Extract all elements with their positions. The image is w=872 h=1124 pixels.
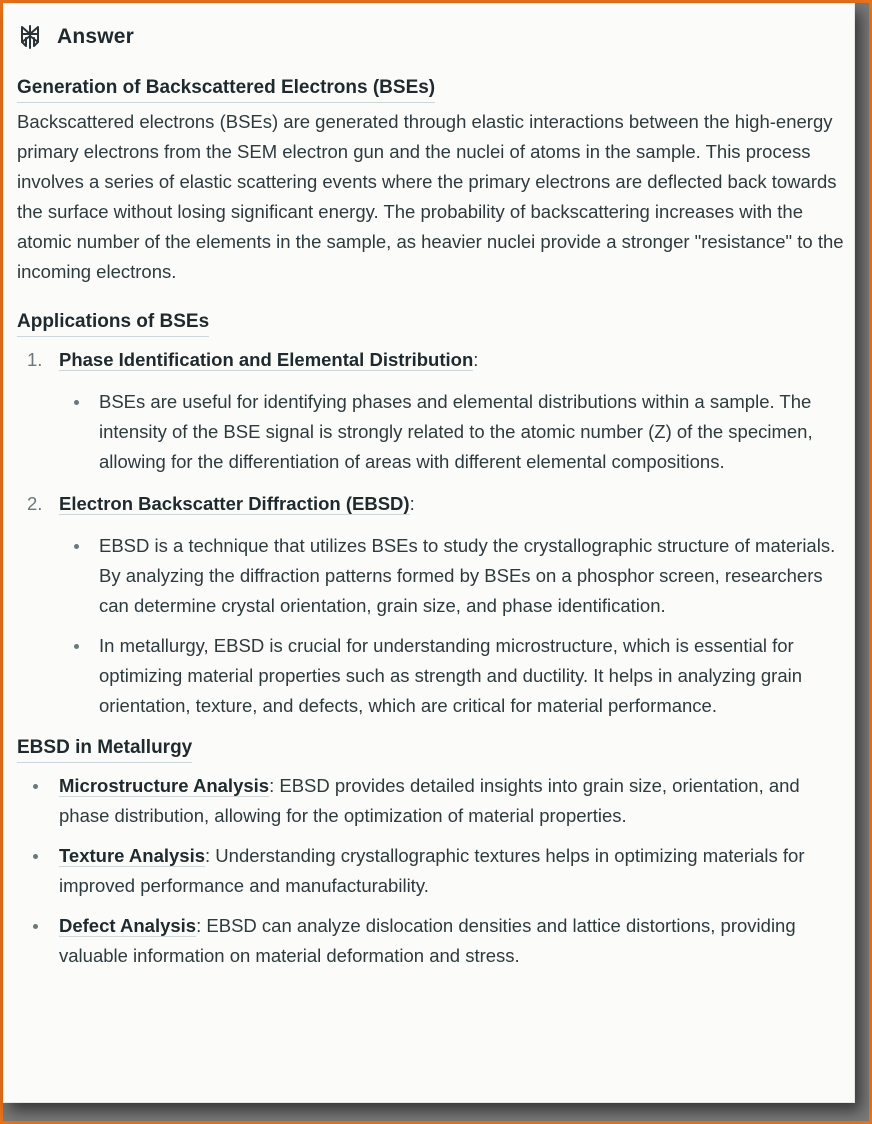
answer-header bbox=[17, 21, 134, 53]
bullet-item: In metallurgy, EBSD is crucial for understanding microstructure, which is essential for optimizing material properties such as strength and ductility. It helps in analyzing grain orientation, texture, and defects, which are critical for material performance. bbox=[59, 631, 847, 721]
answer-panel bbox=[3, 3, 855, 1103]
bullet-text: : Understanding crystallographic textures helps in optimizing materials for improved performance and manufacturability. bbox=[59, 845, 805, 896]
answer-title: Answer bbox=[57, 25, 135, 48]
metallurgy-list bbox=[17, 771, 847, 971]
sub-bullet-list bbox=[59, 387, 847, 477]
section-applications bbox=[17, 309, 847, 721]
section-metallurgy bbox=[17, 735, 847, 971]
section-heading: Applications of BSEs bbox=[17, 309, 209, 337]
bullet-text: : EBSD provides detailed insights into grain size, orientation, and phase distribution, allowing for the optimization of material properties. bbox=[59, 775, 800, 826]
bullet-title: Texture Analysis bbox=[59, 845, 206, 866]
bullet-item: BSEs are useful for identifying phases and elemental distributions within a sample. The intensity of the BSE signal is strongly related to the atomic number (Z) of the specimen, allowing for the differentiation of areas with different elemental compositions. bbox=[59, 387, 847, 477]
list-item: 1. Phase Identification and Elemental Distribution: BSEs are useful for identifying phases and elemental distributions within a sample. The intensity of the BSE signal is strongly related to the atomic number (Z) of the specimen, allowing for the differentiation of areas with different elemental compositions. bbox=[17, 345, 847, 477]
bullet-title: Defect Analysis bbox=[59, 915, 197, 936]
section-generation bbox=[17, 75, 847, 287]
answer-content bbox=[17, 75, 847, 981]
section-heading: Generation of Backscattered Electrons (BSEs) bbox=[17, 75, 435, 103]
bullet-text: : EBSD can analyze dislocation densities and lattice distortions, providing valuable information on material deformation and stress. bbox=[59, 915, 796, 966]
item-title: Electron Backscatter Diffraction (EBSD) bbox=[59, 493, 410, 514]
list-number: 1. bbox=[27, 349, 43, 370]
bullet-title: Microstructure Analysis bbox=[59, 775, 270, 796]
sub-bullet-list bbox=[59, 531, 847, 721]
list-number: 2. bbox=[27, 493, 43, 514]
applications-list bbox=[17, 345, 847, 721]
perplexity-logo-icon bbox=[17, 24, 43, 50]
screenshot-frame bbox=[3, 3, 869, 1121]
item-title: Phase Identification and Elemental Distribution bbox=[59, 349, 474, 370]
section-heading: EBSD in Metallurgy bbox=[17, 735, 192, 763]
bullet-item bbox=[17, 911, 847, 971]
list-item: 2. Electron Backscatter Diffraction (EBSD): EBSD is a technique that utilizes BSEs to study the crystallographic structure of materials. By analyzing the diffraction patterns formed by BSEs on a phosphor screen, researchers can determine crystal orientation, grain size, and phase identification. In metallurgy, EBSD is crucial for understanding microstructure, which is essential for optimizing material properties such as strength and ductility. It helps in analyzing grain orientation, texture, and defects, which are critical for material performance. bbox=[17, 489, 847, 721]
section-paragraph: Backscattered electrons (BSEs) are generated through elastic interactions between the high-energy primary electrons from the SEM electron gun and the nuclei of atoms in the sample. This process involves a series of elastic scattering events where the primary electrons are deflected back towards the surface without losing significant energy. The probability of backscattering increases with the atomic number of the elements in the sample, as heavier nuclei provide a stronger "resistance" to the incoming electrons. bbox=[17, 111, 844, 282]
bullet-item bbox=[17, 771, 847, 831]
bullet-item bbox=[17, 841, 847, 901]
bullet-item: EBSD is a technique that utilizes BSEs to study the crystallographic structure of materials. By analyzing the diffraction patterns formed by BSEs on a phosphor screen, researchers can determine crystal orientation, grain size, and phase identification. bbox=[59, 531, 847, 621]
